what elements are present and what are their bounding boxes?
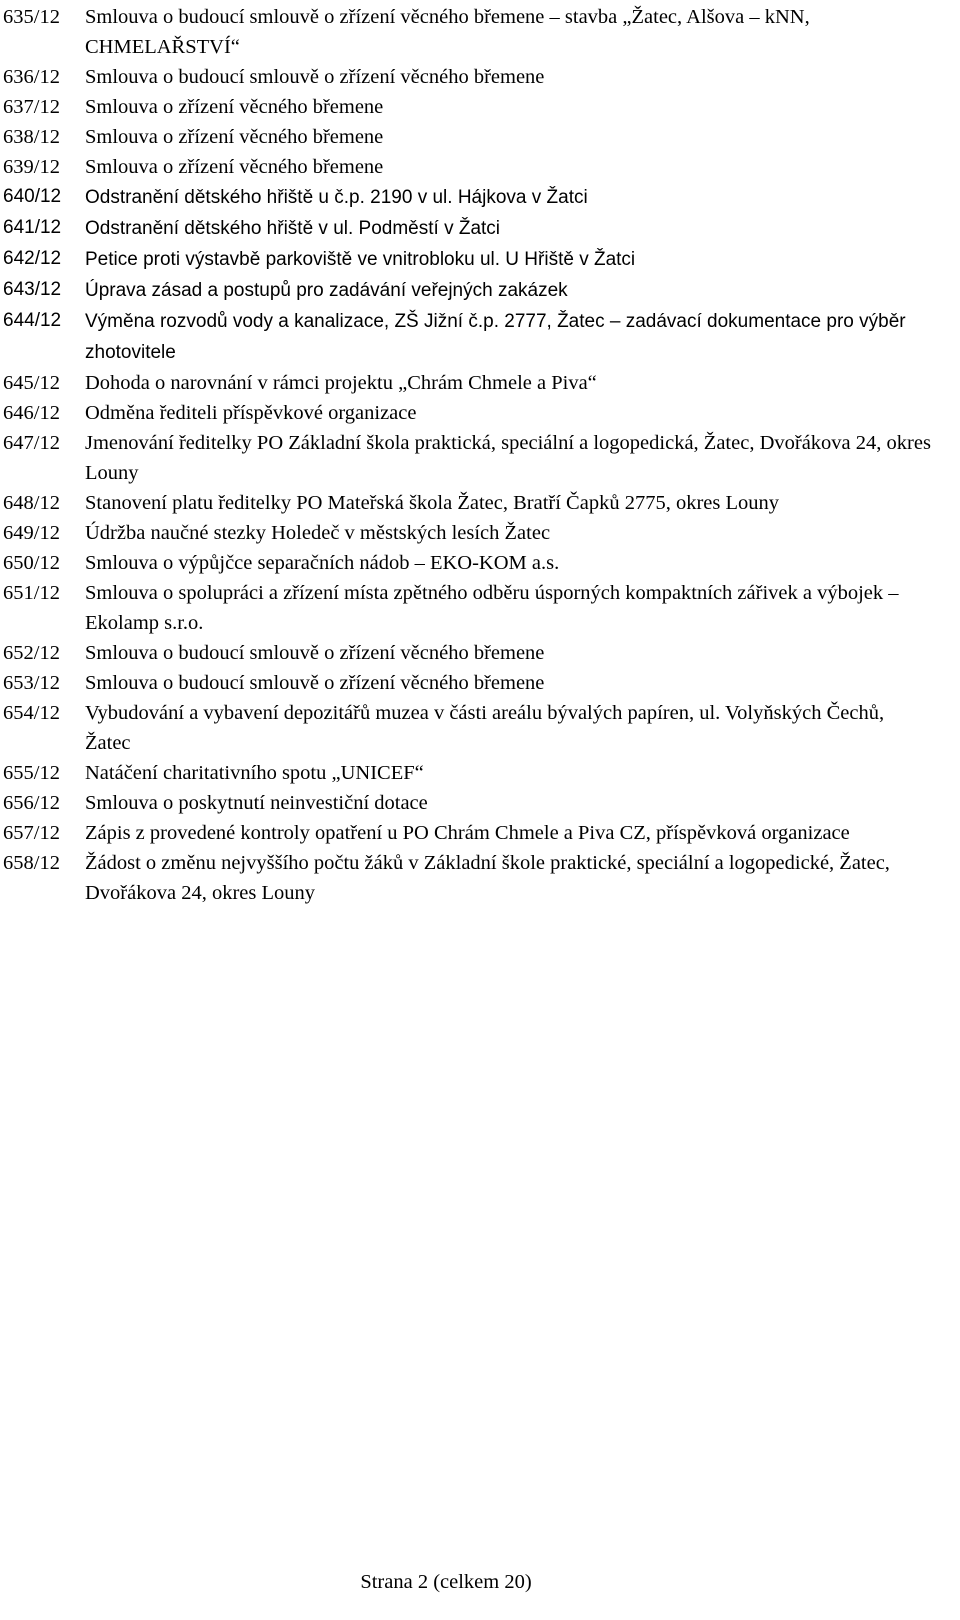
entry-number: 642/12	[3, 248, 62, 269]
entry-title: Dohoda o narovnání v rámci projektu „Chrám Chmele a Piva“	[85, 372, 597, 394]
entry-number: 650/12	[3, 552, 60, 574]
entry-number: 653/12	[3, 672, 60, 694]
entry-title: Vybudování a vybavení depozitářů muzea v části areálu bývalých papíren, ul. Volyňských Čechů, Žatec	[85, 702, 885, 754]
entry-number: 644/12	[3, 310, 62, 331]
list-item	[3, 548, 933, 578]
list-item	[3, 152, 933, 182]
entry-number: 646/12	[3, 402, 60, 424]
entry-title: Odstranění dětského hřiště v ul. Podměstí v Žatci	[85, 218, 501, 239]
list-item	[3, 638, 933, 668]
list-item	[3, 488, 933, 518]
entry-title: Smlouva o zřízení věcného břemene	[85, 156, 384, 178]
list-item	[3, 818, 933, 848]
page-number-label: Strana 2 (celkem 20)	[360, 1571, 532, 1593]
entry-number: 656/12	[3, 792, 60, 814]
entry-number: 640/12	[3, 186, 62, 207]
entry-title: Zápis z provedené kontroly opatření u PO Chrám Chmele a Piva CZ, příspěvková organizace	[85, 822, 850, 844]
list-item	[3, 518, 933, 548]
entry-title: Výměna rozvodů vody a kanalizace, ZŠ Jižní č.p. 2777, Žatec – zadávací dokumentace pro výběr zhotovitele	[85, 311, 906, 363]
list-item	[3, 92, 933, 122]
entry-number: 654/12	[3, 702, 60, 724]
list-item	[3, 62, 933, 92]
entry-title: Stanovení platu ředitelky PO Mateřská škola Žatec, Bratří Čapků 2775, okres Louny	[85, 492, 779, 514]
entry-number: 638/12	[3, 126, 60, 148]
entry-title: Smlouva o budoucí smlouvě o zřízení věcného břemene	[85, 66, 545, 88]
entry-number: 635/12	[3, 6, 60, 28]
list-item	[3, 668, 933, 698]
entry-title: Smlouva o výpůjčce separačních nádob – EKO-KOM a.s.	[85, 552, 560, 574]
entry-title: Smlouva o budoucí smlouvě o zřízení věcného břemene	[85, 672, 545, 694]
entry-title: Odměna řediteli příspěvkové organizace	[85, 402, 417, 424]
entry-number: 637/12	[3, 96, 60, 118]
entry-number: 657/12	[3, 822, 60, 844]
list-item	[3, 698, 933, 758]
resolution-list	[3, 2, 933, 908]
entry-number: 643/12	[3, 279, 62, 300]
entry-number: 636/12	[3, 66, 60, 88]
entry-title: Smlouva o zřízení věcného břemene	[85, 126, 384, 148]
entry-title: Žádost o změnu nejvyššího počtu žáků v Základní škole praktické, speciální a logopedické, Žatec, Dvořákova 24, okres Louny	[85, 852, 890, 904]
list-item	[3, 306, 933, 368]
entry-title: Smlouva o spolupráci a zřízení místa zpětného odběru úsporných kompaktních zářivek a výbojek – Ekolamp s.r.o.	[85, 582, 899, 634]
list-item	[3, 122, 933, 152]
entry-number: 647/12	[3, 432, 60, 454]
page-footer	[0, 1567, 892, 1597]
entry-number: 645/12	[3, 372, 60, 394]
list-item	[3, 578, 933, 638]
entry-title: Petice proti výstavbě parkoviště ve vnitrobloku ul. U Hřiště v Žatci	[85, 249, 636, 270]
list-item	[3, 182, 933, 213]
list-item	[3, 788, 933, 818]
entry-title: Smlouva o poskytnutí neinvestiční dotace	[85, 792, 428, 814]
entry-number: 648/12	[3, 492, 60, 514]
list-item	[3, 2, 933, 62]
list-item	[3, 244, 933, 275]
list-item	[3, 213, 933, 244]
entry-title: Natáčení charitativního spotu „UNICEF“	[85, 762, 424, 784]
entry-title: Jmenování ředitelky PO Základní škola praktická, speciální a logopedická, Žatec, Dvořákova 24, okres Louny	[85, 432, 931, 484]
entry-title: Úprava zásad a postupů pro zadávání veřejných zakázek	[85, 280, 568, 301]
list-item	[3, 398, 933, 428]
entry-title: Smlouva o budoucí smlouvě o zřízení věcného břemene	[85, 642, 545, 664]
entry-title: Údržba naučné stezky Holedeč v městských lesích Žatec	[85, 522, 551, 544]
list-item	[3, 758, 933, 788]
entry-number: 639/12	[3, 156, 60, 178]
list-item	[3, 275, 933, 306]
list-item	[3, 368, 933, 398]
entry-number: 655/12	[3, 762, 60, 784]
entry-number: 652/12	[3, 642, 60, 664]
entry-title: Smlouva o zřízení věcného břemene	[85, 96, 384, 118]
entry-number: 641/12	[3, 217, 62, 238]
entry-number: 651/12	[3, 582, 60, 604]
list-item	[3, 848, 933, 908]
list-item	[3, 428, 933, 488]
entry-number: 649/12	[3, 522, 60, 544]
entry-number: 658/12	[3, 852, 60, 874]
entry-title: Smlouva o budoucí smlouvě o zřízení věcného břemene – stavba „Žatec, Alšova – kNN, CHMELAŘSTVÍ“	[85, 6, 810, 58]
entry-title: Odstranění dětského hřiště u č.p. 2190 v ul. Hájkova v Žatci	[85, 187, 588, 208]
